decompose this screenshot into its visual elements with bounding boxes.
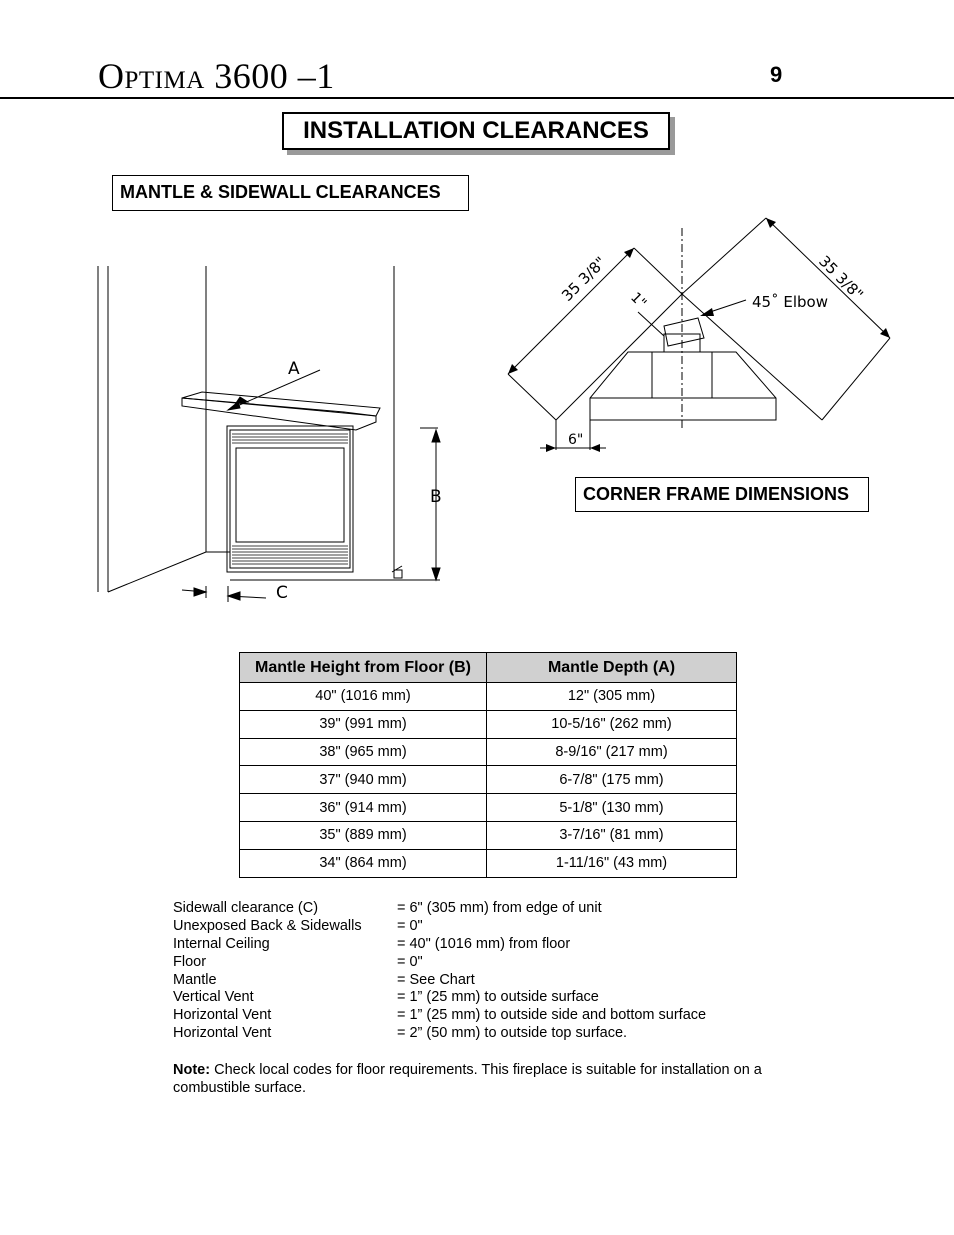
table-cell: 37" (940 mm)	[240, 766, 487, 794]
table-cell: 39" (991 mm)	[240, 710, 487, 738]
table-cell: 35" (889 mm)	[240, 821, 487, 849]
clearance-label: Floor	[173, 953, 207, 970]
left-dimension-label: 35 3/8"	[558, 253, 610, 305]
document-title: Optima 3600 –1	[98, 56, 335, 96]
table-cell: 5-1/8" (130 mm)	[487, 794, 737, 822]
clearance-label: Horizontal Vent	[173, 1007, 272, 1024]
table-cell: 12" (305 mm)	[487, 683, 737, 711]
mantle-clearance-table	[239, 652, 737, 878]
corner-section-title: CORNER FRAME DIMENSIONS	[575, 477, 869, 512]
note-text: Check local codes for floor requirements. This fireplace is suitable for installation on a combustible surface.	[173, 1062, 762, 1096]
page-number: 9	[770, 62, 783, 87]
right-dimension-label: 35 3/8"	[815, 252, 867, 304]
table-cell: 38" (965 mm)	[240, 738, 487, 766]
note-label: Note:	[173, 1062, 211, 1078]
table-row	[240, 821, 737, 849]
clearance-value: = 1” (25 mm) to outside surface	[397, 989, 599, 1006]
vent-clearance-label: 1"	[627, 289, 650, 312]
clearance-value: = 40" (1016 mm) from floor	[397, 935, 571, 952]
table-cell: 6-7/8" (175 mm)	[487, 766, 737, 794]
table-row	[240, 794, 737, 822]
table-row	[240, 766, 737, 794]
table-row	[240, 683, 737, 711]
column-header: Mantle Depth (A)	[487, 653, 737, 683]
table-row	[240, 849, 737, 877]
elbow-label: 45˚ Elbow	[752, 293, 828, 311]
table-row	[240, 738, 737, 766]
table-cell: 10-5/16" (262 mm)	[487, 710, 737, 738]
header-divider	[0, 97, 954, 99]
table-cell: 1-11/16" (43 mm)	[487, 849, 737, 877]
clearance-value: = 0"	[397, 953, 423, 970]
base-dimension-label: 6"	[568, 432, 584, 448]
installation-note	[173, 1061, 793, 1097]
clearance-value: = 2” (50 mm) to outside top surface.	[397, 1025, 628, 1042]
clearance-value: = See Chart	[397, 971, 475, 988]
clearance-label: Mantle	[173, 971, 217, 988]
clearance-label: Internal Ceiling	[173, 935, 270, 952]
table-cell: 34" (864 mm)	[240, 849, 487, 877]
mantle-clearance-diagram	[70, 262, 460, 618]
clearance-label: Unexposed Back & Sidewalls	[173, 917, 362, 934]
section-title: INSTALLATION CLEARANCES	[282, 112, 670, 150]
table-row	[240, 710, 737, 738]
mantle-section-title: MANTLE & SIDEWALL CLEARANCES	[112, 175, 469, 211]
clearance-value: = 0"	[397, 917, 423, 934]
table-cell: 3-7/16" (81 mm)	[487, 821, 737, 849]
clearance-label: Vertical Vent	[173, 989, 254, 1006]
clearance-value: = 1” (25 mm) to outside side and bottom surface	[397, 1007, 707, 1024]
table-cell: 8-9/16" (217 mm)	[487, 738, 737, 766]
column-header: Mantle Height from Floor (B)	[240, 653, 487, 683]
table-header-row	[240, 653, 737, 683]
dimension-c-label: C	[276, 583, 288, 603]
table-cell: 40" (1016 mm)	[240, 683, 487, 711]
dimension-b-label: B	[430, 487, 442, 507]
clearance-label: Horizontal Vent	[173, 1025, 272, 1042]
corner-frame-diagram	[500, 208, 900, 458]
clearance-label: Sidewall clearance (C)	[173, 900, 319, 916]
table-cell: 36" (914 mm)	[240, 794, 487, 822]
clearance-value: = 6" (305 mm) from edge of unit	[397, 900, 602, 916]
dimension-a-label: A	[288, 359, 300, 379]
